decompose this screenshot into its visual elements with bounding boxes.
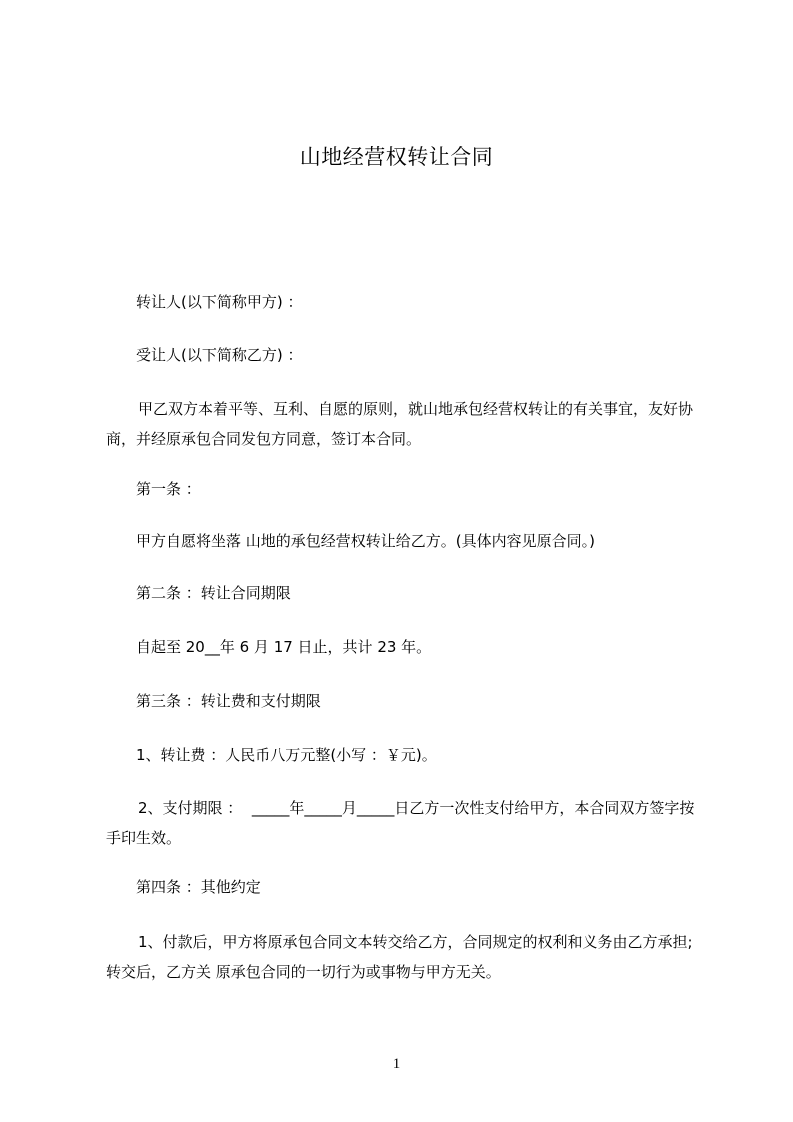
- page-number: 1: [392, 1056, 401, 1072]
- article-four-heading: 第四条 ：其他约定: [136, 878, 261, 896]
- other-agreement-item: 1、付款后，甲方将原承包合同文本转交给乙方，合同规定的权利和义务由乙方承担;转交后，乙方关 原承包合同的一切行为或事物与甲方无关。: [106, 933, 693, 981]
- article-two-content: 自起至 20__年 6 月 17 日止，共计 23 年。: [136, 638, 432, 656]
- preamble-paragraph: 甲乙双方本着平等、互利、自愿的原则，就山地承包经营权转让的有关事宜，友好协商，并经原承包合同发包方同意，签订本合同。: [106, 400, 694, 448]
- transfer-fee-item: 1、转让费 ：人民币八万元整(小写 ：￥元)。: [136, 746, 437, 764]
- article-two-heading: 第二条 ：转让合同期限: [136, 584, 291, 602]
- article-one-content: 甲方自愿将坐落 山地的承包经营权转让给乙方。(具体内容见原合同。): [136, 532, 595, 550]
- transferee-line: 受让人(以下简称乙方) ：: [136, 346, 303, 364]
- article-three-heading: 第三条 ：转让费和支付期限: [136, 692, 321, 710]
- document-title: 山地经营权转让合同: [299, 145, 494, 169]
- transferor-line: 转让人(以下简称甲方) ：: [136, 293, 303, 311]
- article-one-heading: 第一条 ：: [136, 480, 201, 498]
- payment-term-item: 2、支付期限 ： _____年_____月_____日乙方一次性支付给甲方，本合同双方签字按手印生效。: [106, 799, 695, 847]
